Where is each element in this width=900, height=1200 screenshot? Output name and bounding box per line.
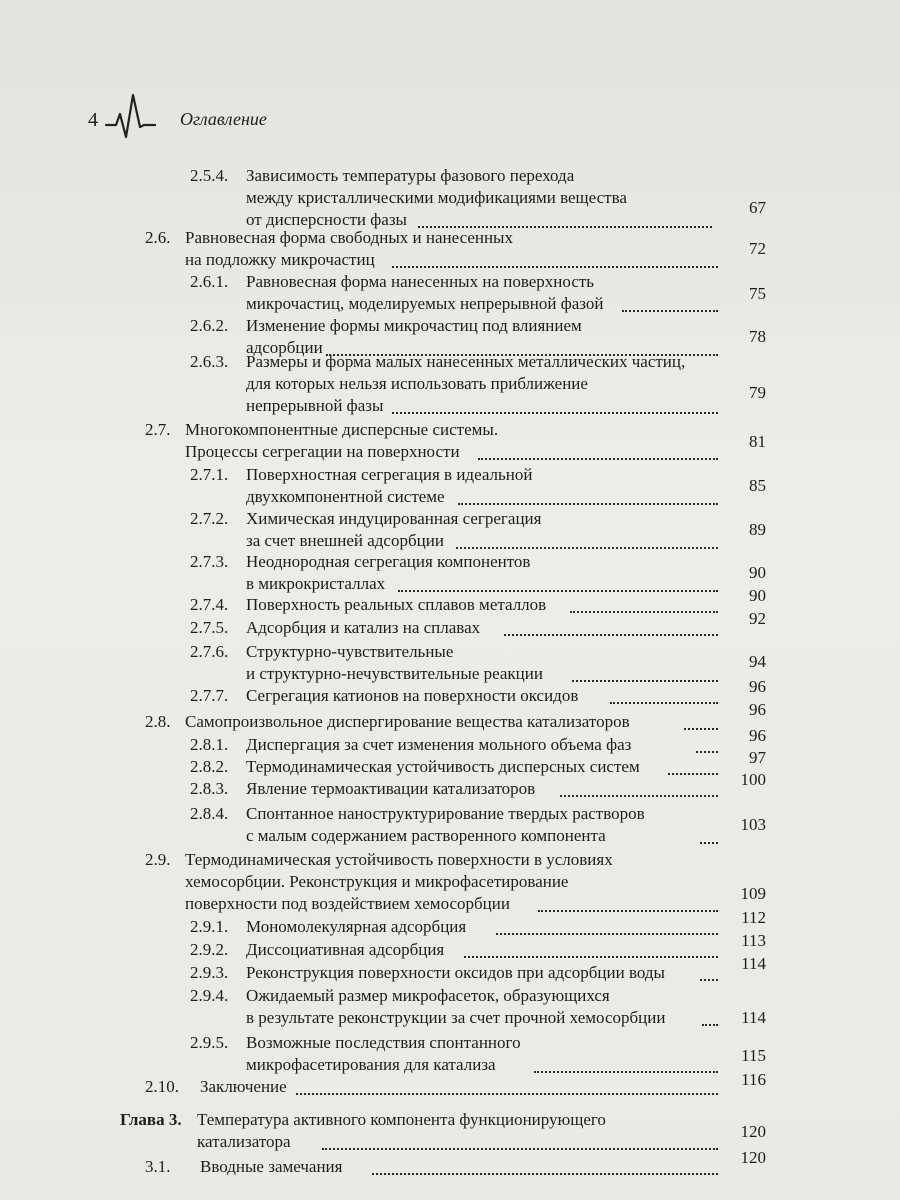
toc-number: 2.7.7. bbox=[190, 686, 229, 705]
toc-title-line: Размеры и форма малых нанесенных металлических частиц, bbox=[246, 352, 686, 371]
toc-number: 2.9.4. bbox=[190, 986, 229, 1005]
toc-title-line: для которых нельзя использовать приближение bbox=[246, 374, 588, 393]
toc-number: 2.8.4. bbox=[190, 804, 229, 823]
toc-number: 2.10. bbox=[145, 1077, 179, 1096]
toc-page-number: 75 bbox=[749, 284, 766, 303]
toc-title-line: Явление термоактивации катализаторов bbox=[246, 779, 536, 798]
toc-title-line: Термодинамическая устойчивость поверхности в условиях bbox=[185, 850, 613, 869]
dot-leader bbox=[696, 751, 718, 753]
toc-title-line: Неоднородная сегрегация компонентов bbox=[246, 552, 531, 571]
toc-title-line: адсорбции bbox=[246, 338, 323, 357]
toc-title-line: непрерывной фазы bbox=[246, 396, 384, 415]
toc-page-number: 96 bbox=[749, 726, 766, 745]
page-number: 4 bbox=[88, 109, 98, 131]
toc-title-line: Возможные последствия спонтанного bbox=[246, 1033, 521, 1052]
toc-number: 2.9.1. bbox=[190, 917, 229, 936]
dot-leader bbox=[458, 503, 718, 505]
toc-number: 3.1. bbox=[145, 1157, 171, 1176]
dot-leader bbox=[560, 795, 718, 797]
toc-page-number: 85 bbox=[749, 476, 766, 495]
toc-title-line: Диссоциативная адсорбция bbox=[246, 940, 445, 959]
toc-page-number: 72 bbox=[749, 239, 766, 258]
dot-leader bbox=[700, 979, 718, 981]
toc-title-line: микрофасетирования для катализа bbox=[246, 1055, 496, 1074]
toc-number: 2.7.3. bbox=[190, 552, 229, 571]
toc-number: 2.6.2. bbox=[190, 316, 229, 335]
toc-title-line: Адсорбция и катализ на сплавах bbox=[246, 618, 481, 637]
toc-number: 2.7.2. bbox=[190, 509, 229, 528]
dot-leader bbox=[464, 956, 718, 958]
section-title: Оглавление bbox=[180, 109, 267, 129]
toc-number: 2.7.6. bbox=[190, 642, 229, 661]
dot-leader bbox=[496, 933, 718, 935]
toc-title-line: между кристаллическими модификациями вещества bbox=[246, 188, 627, 207]
toc-number: 2.8. bbox=[145, 712, 171, 731]
toc-title-line: Поверхность реальных сплавов металлов bbox=[246, 595, 547, 614]
toc-number: 2.7.1. bbox=[190, 465, 229, 484]
toc-title-line: Изменение формы микрочастиц под влиянием bbox=[246, 316, 582, 335]
toc-number: 2.7.4. bbox=[190, 595, 229, 614]
dot-leader bbox=[392, 266, 718, 268]
dot-leader bbox=[322, 1148, 718, 1150]
toc-title-line: катализатора bbox=[197, 1132, 291, 1151]
toc-page-number: 113 bbox=[741, 931, 766, 950]
toc-title-line: Структурно-чувствительные bbox=[246, 642, 454, 661]
toc-number: 2.9.2. bbox=[190, 940, 229, 959]
toc-title-line: на подложку микрочастиц bbox=[185, 250, 375, 269]
toc-title-line: Химическая индуцированная сегрегация bbox=[246, 509, 542, 528]
toc-number: 2.9.3. bbox=[190, 963, 229, 982]
toc-title-line: Поверхностная сегрегация в идеальной bbox=[246, 465, 533, 484]
toc-title-line: хемосорбции. Реконструкция и микрофасетирование bbox=[185, 872, 569, 891]
toc-page-number: 90 bbox=[749, 563, 766, 582]
toc-page-number: 97 bbox=[749, 748, 766, 767]
dot-leader bbox=[296, 1093, 718, 1095]
dot-leader bbox=[538, 910, 718, 912]
toc-number: 2.6.3. bbox=[190, 352, 229, 371]
toc-title-line: с малым содержанием растворенного компонента bbox=[246, 826, 606, 845]
dot-leader bbox=[456, 547, 718, 549]
toc-title-line: Реконструкция поверхности оксидов при адсорбции воды bbox=[246, 963, 665, 982]
toc-title-line: Мономолекулярная адсорбция bbox=[246, 917, 467, 936]
toc-page-number: 103 bbox=[740, 815, 766, 834]
dot-leader bbox=[700, 842, 718, 844]
toc-number: 2.8.3. bbox=[190, 779, 229, 798]
toc-page-number: 96 bbox=[749, 677, 766, 696]
toc-page-number: 114 bbox=[741, 954, 766, 973]
dot-leader bbox=[504, 634, 718, 636]
toc-page-number: 89 bbox=[749, 520, 766, 539]
toc-title-line: за счет внешней адсорбции bbox=[246, 531, 444, 550]
toc-title-line: поверхности под воздействием хемосорбции bbox=[185, 894, 510, 913]
toc-title-line: и структурно-нечувствительные реакции bbox=[246, 664, 543, 683]
toc-title-line: в результате реконструкции за счет прочной хемосорбции bbox=[246, 1008, 666, 1027]
toc-title-line: Самопроизвольное диспергирование вещества катализаторов bbox=[185, 712, 630, 731]
toc-page-number: 116 bbox=[741, 1070, 766, 1089]
toc-page-number: 94 bbox=[749, 652, 766, 671]
toc-page-number: 78 bbox=[749, 327, 766, 346]
toc-page-number: 81 bbox=[749, 432, 766, 451]
toc-page-number: 90 bbox=[749, 586, 766, 605]
toc-page-number: 120 bbox=[740, 1148, 766, 1167]
toc-title-line: Сегрегация катионов на поверхности оксидов bbox=[246, 686, 579, 705]
toc-number: 2.7. bbox=[145, 420, 171, 439]
toc-page-number: 115 bbox=[741, 1046, 766, 1065]
toc-title-line: в микрокристаллах bbox=[246, 574, 386, 593]
toc-number: 2.6.1. bbox=[190, 272, 229, 291]
toc-title-line: от дисперсности фазы bbox=[246, 210, 407, 229]
dot-leader bbox=[478, 458, 718, 460]
toc-number: 2.7.5. bbox=[190, 618, 229, 637]
toc-number: 2.9.5. bbox=[190, 1033, 229, 1052]
toc-page-number: 114 bbox=[741, 1008, 766, 1027]
toc-page-number: 79 bbox=[749, 383, 766, 402]
dot-leader bbox=[398, 590, 718, 592]
toc-number: 2.8.2. bbox=[190, 757, 229, 776]
dot-leader bbox=[570, 611, 718, 613]
toc-title-line: Температура активного компонента функционирующего bbox=[197, 1110, 606, 1129]
dot-leader bbox=[534, 1071, 718, 1073]
toc-page-number: 112 bbox=[741, 908, 766, 927]
toc-page-number: 67 bbox=[749, 198, 766, 217]
dot-leader bbox=[622, 310, 718, 312]
dot-leader bbox=[702, 1024, 718, 1026]
toc-title-line: микрочастиц, моделируемых непрерывной фазой bbox=[246, 294, 604, 313]
toc-number: 2.8.1. bbox=[190, 735, 229, 754]
dot-leader bbox=[668, 773, 718, 775]
toc-number: 2.5.4. bbox=[190, 166, 229, 185]
toc-title-line: Процессы сегрегации на поверхности bbox=[185, 442, 460, 461]
toc-number: 2.9. bbox=[145, 850, 171, 869]
toc-page-number: 100 bbox=[740, 770, 766, 789]
dot-leader bbox=[610, 702, 718, 704]
toc-title-line: Равновесная форма свободных и нанесенных bbox=[185, 228, 513, 247]
toc-title-line: двухкомпонентной системе bbox=[246, 487, 445, 506]
toc-title-line: Диспергация за счет изменения мольного объема фаз bbox=[246, 735, 632, 754]
toc-number: 2.6. bbox=[145, 228, 171, 247]
toc-title-line: Вводные замечания bbox=[200, 1157, 343, 1176]
dot-leader bbox=[392, 412, 718, 414]
toc-title-line: Многокомпонентные дисперсные системы. bbox=[185, 420, 499, 439]
toc-chapter-label: Глава 3. bbox=[120, 1110, 182, 1129]
toc-page-number: 109 bbox=[740, 884, 766, 903]
dot-leader bbox=[572, 680, 718, 682]
toc-title-line: Спонтанное наноструктурирование твердых растворов bbox=[246, 804, 645, 823]
dot-leader bbox=[684, 728, 718, 730]
toc-title-line: Ожидаемый размер микрофасеток, образующихся bbox=[246, 986, 610, 1005]
toc-page-number: 96 bbox=[749, 700, 766, 719]
toc-title-line: Заключение bbox=[200, 1077, 287, 1096]
toc-title-line: Зависимость температуры фазового перехода bbox=[246, 166, 575, 185]
dot-leader bbox=[372, 1173, 718, 1175]
toc-title-line: Равновесная форма нанесенных на поверхность bbox=[246, 272, 595, 291]
toc-page-number: 120 bbox=[740, 1122, 766, 1141]
toc-title-line: Термодинамическая устойчивость дисперсных систем bbox=[246, 757, 640, 776]
toc-page-number: 92 bbox=[749, 609, 766, 628]
